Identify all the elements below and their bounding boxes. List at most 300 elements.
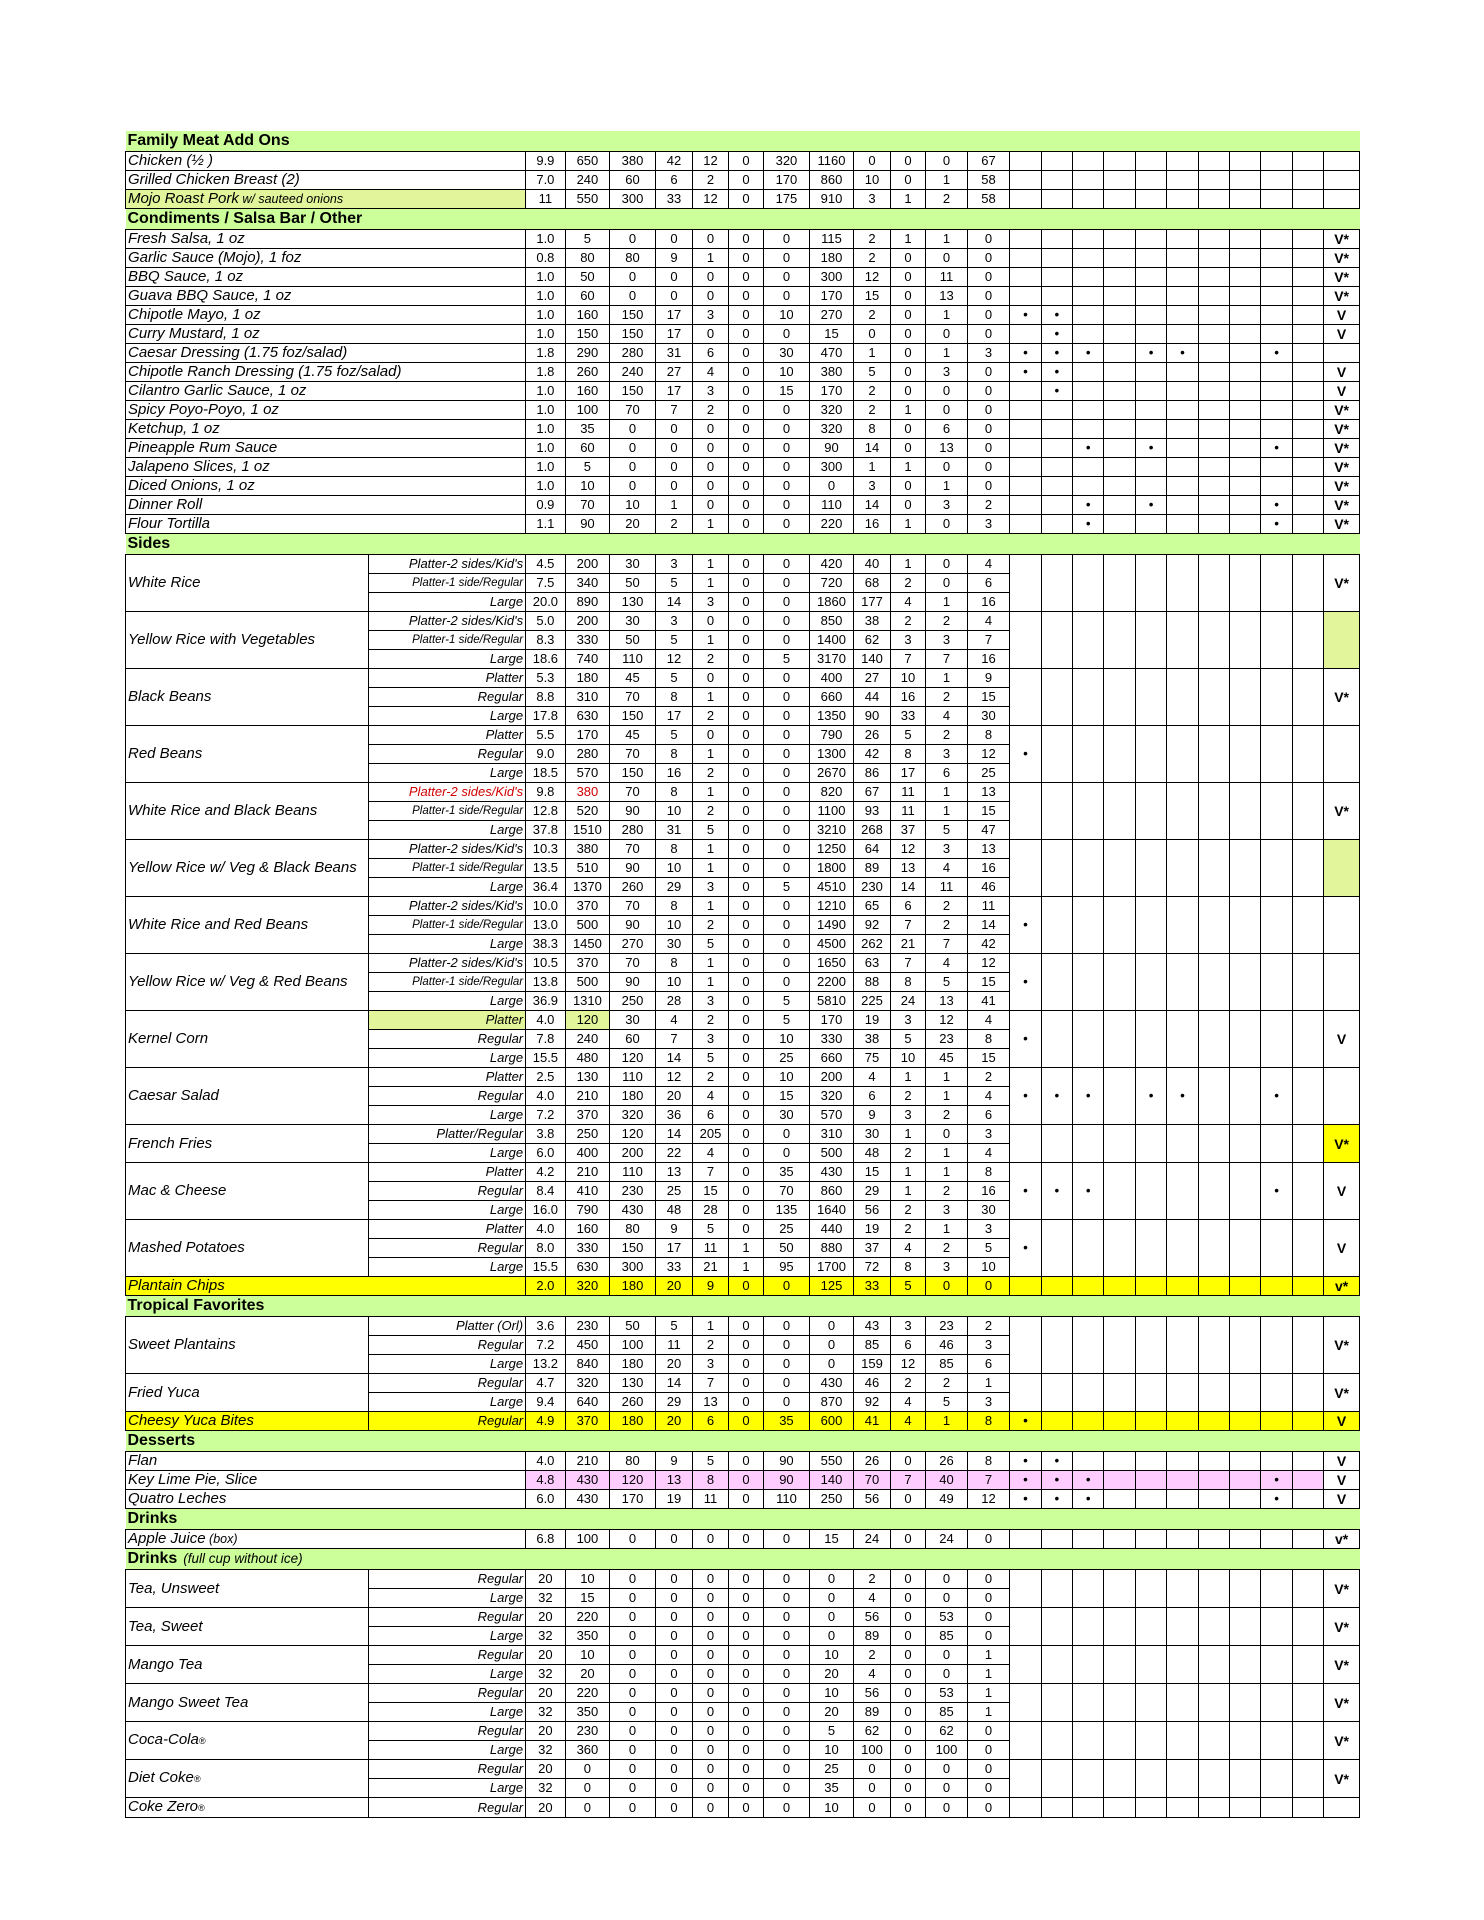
allergen-cell (1041, 268, 1072, 287)
item-name-text: Tea, Unsweet (128, 1579, 220, 1597)
allergen-cell (1135, 1760, 1166, 1798)
allergen-cell (1261, 1798, 1292, 1818)
allergen-cell (1041, 897, 1072, 954)
nutrient-value: 0 (728, 992, 763, 1011)
serving-size: Regular (369, 1798, 526, 1818)
nutrient-value: 4 (655, 1011, 692, 1030)
nutrient-value: 100 (610, 1336, 656, 1355)
nutrient-value: 56 (854, 1201, 890, 1220)
allergen-cell (1230, 344, 1261, 363)
nutrient-value: 0 (728, 1665, 763, 1684)
nutrient-value: 0 (610, 420, 656, 439)
allergen-cell (1041, 171, 1072, 190)
allergen-cell (1041, 477, 1072, 496)
nutrient-value: 5.0 (526, 612, 566, 631)
nutrient-value: 92 (854, 916, 890, 935)
item-name (126, 249, 526, 268)
nutrient-value: 0 (890, 171, 925, 190)
nutrient-value: 6 (926, 420, 968, 439)
nutrient-value: 0 (728, 1646, 763, 1665)
nutrient-value: 150 (565, 325, 610, 344)
nutrient-value: 0 (764, 1317, 810, 1336)
allergen-cell (1230, 171, 1261, 190)
allergen-cell (1230, 363, 1261, 382)
nutrient-value: 630 (565, 1258, 610, 1277)
allergen-cell (1261, 420, 1292, 439)
allergen-cell (1230, 954, 1261, 1011)
table-row (126, 1011, 1360, 1030)
nutrient-value: 2 (926, 1374, 968, 1393)
nutrient-value: 0 (967, 230, 1010, 249)
nutrient-value: 7 (967, 631, 1010, 650)
allergen-cell (1167, 325, 1198, 344)
allergen-cell (1104, 1011, 1135, 1068)
nutrient-value: 8 (693, 1471, 728, 1490)
nutrient-value: 13.5 (526, 859, 566, 878)
nutrient-value: 12 (693, 152, 728, 171)
allergen-cell (1261, 954, 1292, 1011)
allergen-cell (1198, 555, 1229, 612)
serving-size: Platter-2 sides/Kid's (369, 840, 526, 859)
nutrient-value: 10.5 (526, 954, 566, 973)
nutrient-value: 0 (728, 1798, 763, 1818)
nutrient-value: 12 (890, 840, 925, 859)
nutrient-value: 10 (967, 1258, 1010, 1277)
nutrient-value: 33 (655, 1258, 692, 1277)
nutrient-value: 0 (764, 745, 810, 764)
nutrient-value: 1.0 (526, 477, 566, 496)
table-row (126, 230, 1360, 249)
nutrient-value: 0 (809, 1570, 854, 1589)
allergen-cell (1292, 954, 1323, 1011)
table-row (126, 555, 1360, 574)
nutrient-value: 2 (967, 1068, 1010, 1087)
nutrient-value: 15.5 (526, 1049, 566, 1068)
veg-flag (1324, 1068, 1360, 1125)
nutrient-value: 3 (693, 992, 728, 1011)
veg-flag (1324, 190, 1360, 209)
nutrient-value: 0 (610, 1530, 656, 1549)
item-name-text: BBQ Sauce, 1 oz (128, 268, 244, 285)
allergen-cell (1135, 1011, 1166, 1068)
nutrient-value: 60 (610, 1030, 656, 1049)
nutrient-value: 0 (693, 1760, 728, 1779)
allergen-cell (1230, 1608, 1261, 1646)
item-name (126, 897, 369, 954)
allergen-cell (1261, 1220, 1292, 1277)
section-title-text: Sides (127, 535, 171, 552)
nutrient-value: 200 (610, 1144, 656, 1163)
nutrient-value: 0 (890, 1608, 925, 1627)
allergen-cell (1198, 382, 1229, 401)
allergen-cell (1292, 439, 1323, 458)
item-name (126, 954, 369, 1011)
serving-size: Large (369, 878, 526, 897)
nutrient-value: 370 (565, 954, 610, 973)
nutrient-value: 35 (764, 1163, 810, 1182)
nutrient-value: 16.0 (526, 1201, 566, 1220)
nutrient-value: 600 (809, 1412, 854, 1431)
nutrient-value: 5 (655, 631, 692, 650)
nutrient-value: 0 (764, 726, 810, 745)
nutrient-value: 6 (655, 171, 692, 190)
nutrient-value: 300 (610, 1258, 656, 1277)
allergen-cell (1104, 1277, 1135, 1296)
allergen-cell (1167, 152, 1198, 171)
table-row (126, 439, 1360, 458)
allergen-cell (1073, 1646, 1104, 1684)
nutrient-value: 230 (565, 1317, 610, 1336)
allergen-cell (1292, 1646, 1323, 1684)
nutrient-value: 58 (967, 190, 1010, 209)
allergen-cell (1073, 1722, 1104, 1760)
nutrient-value: 3 (890, 1106, 925, 1125)
nutrient-value: 10 (655, 916, 692, 935)
nutrient-value: 4.9 (526, 1412, 566, 1431)
allergen-cell (1041, 954, 1072, 1011)
nutrient-value: 0 (764, 287, 810, 306)
allergen-cell: • (1010, 306, 1041, 325)
allergen-cell (1010, 669, 1041, 726)
nutrient-value: 93 (854, 802, 890, 821)
nutrient-value: 2 (890, 612, 925, 631)
nutrient-value: 200 (809, 1068, 854, 1087)
item-name-text: Quatro Leches (128, 1490, 227, 1507)
item-name (126, 1068, 369, 1125)
allergen-cell (1261, 190, 1292, 209)
nutrient-value: 2.0 (526, 1277, 566, 1296)
nutrient-value: 1.1 (526, 515, 566, 534)
allergen-cell (1292, 401, 1323, 420)
nutrient-value: 8 (967, 1163, 1010, 1182)
nutrient-value: 0 (693, 1627, 728, 1646)
nutrient-value: 1 (926, 1087, 968, 1106)
nutrient-value: 29 (655, 1393, 692, 1412)
allergen-cell (1292, 190, 1323, 209)
nutrient-value: 12 (655, 1068, 692, 1087)
nutrient-value: 1 (728, 1258, 763, 1277)
allergen-cell: • (1010, 726, 1041, 783)
nutrient-value: 0 (655, 1779, 692, 1798)
allergen-cell (1010, 1722, 1041, 1760)
item-note: (box) (205, 1532, 238, 1546)
item-name (126, 1798, 369, 1818)
serving-size: Large (369, 1393, 526, 1412)
item-name (126, 268, 526, 287)
nutrient-value: 41 (854, 1412, 890, 1431)
nutrient-value: 12 (854, 268, 890, 287)
nutrient-value: 0 (728, 954, 763, 973)
item-name-text: Guava BBQ Sauce, 1 oz (128, 287, 292, 304)
nutrient-value: 0 (854, 1798, 890, 1818)
item-name-text: Pineapple Rum Sauce (128, 439, 278, 456)
nutrient-value: 80 (565, 249, 610, 268)
nutrient-value: 1 (693, 249, 728, 268)
nutrient-value: 20 (610, 515, 656, 534)
allergen-cell (1104, 1163, 1135, 1220)
nutrient-value: 37.8 (526, 821, 566, 840)
serving-size: Large (369, 1703, 526, 1722)
allergen-cell (1230, 1684, 1261, 1722)
allergen-cell (1198, 1684, 1229, 1722)
nutrient-value: 0 (967, 249, 1010, 268)
nutrient-value: 49 (926, 1490, 968, 1509)
allergen-cell (1010, 1798, 1041, 1818)
allergen-cell (1292, 325, 1323, 344)
nutrient-value: 1 (693, 688, 728, 707)
nutrient-value: 80 (610, 249, 656, 268)
nutrient-value: 320 (565, 1277, 610, 1296)
nutrient-value: 0 (967, 458, 1010, 477)
nutrient-value: 10 (764, 1068, 810, 1087)
allergen-cell (1135, 401, 1166, 420)
nutrient-value: 0 (764, 916, 810, 935)
nutrient-value: 2 (854, 382, 890, 401)
nutrient-value: 0 (610, 477, 656, 496)
allergen-cell: • (1073, 1490, 1104, 1509)
serving-size: Platter-2 sides/Kid's (369, 612, 526, 631)
nutrient-value: 23 (926, 1030, 968, 1049)
allergen-cell (1292, 496, 1323, 515)
nutrient-value: 430 (809, 1163, 854, 1182)
nutrient-value: 0 (764, 593, 810, 612)
nutrient-value: 0 (764, 612, 810, 631)
table-row (126, 458, 1360, 477)
nutrient-value: 95 (764, 1258, 810, 1277)
nutrient-value: 4500 (809, 935, 854, 954)
nutrient-value: 0 (764, 821, 810, 840)
serving-size: Large (369, 593, 526, 612)
nutrient-value: 5 (764, 1011, 810, 1030)
serving-size: Platter-2 sides/Kid's (369, 555, 526, 574)
veg-flag (1324, 152, 1360, 171)
nutrient-value: 320 (809, 1087, 854, 1106)
nutrient-value: 1 (890, 458, 925, 477)
nutrient-value: 130 (565, 1068, 610, 1087)
nutrient-value: 0 (926, 1570, 968, 1589)
nutrient-value: 310 (565, 688, 610, 707)
nutrient-value: 1490 (809, 916, 854, 935)
allergen-cell (1010, 1684, 1041, 1722)
nutrient-value: 262 (854, 935, 890, 954)
nutrient-value: 1 (890, 555, 925, 574)
nutrient-value: 7.2 (526, 1336, 566, 1355)
item-name-text: Cilantro Garlic Sauce, 1 oz (128, 382, 307, 399)
allergen-cell (1292, 287, 1323, 306)
nutrient-value: 0 (693, 1608, 728, 1627)
nutrient-value: 1 (890, 401, 925, 420)
allergen-cell (1135, 1530, 1166, 1549)
nutrient-value: 38 (854, 1030, 890, 1049)
nutrient-value: 3 (967, 1336, 1010, 1355)
allergen-cell (1135, 249, 1166, 268)
nutrient-value: 5 (565, 230, 610, 249)
serving-size: Platter-2 sides/Kid's (369, 783, 526, 802)
nutrient-value: 2 (926, 612, 968, 631)
nutrient-value: 440 (809, 1220, 854, 1239)
allergen-cell (1261, 840, 1292, 897)
nutrient-value: 1.0 (526, 382, 566, 401)
allergen-cell (1041, 612, 1072, 669)
nutrient-value: 0 (764, 1393, 810, 1412)
allergen-cell (1104, 1374, 1135, 1412)
nutrient-value: 720 (809, 574, 854, 593)
allergen-cell (1104, 612, 1135, 669)
allergen-cell (1198, 287, 1229, 306)
nutrient-value: 5 (764, 650, 810, 669)
nutrient-value: 1 (693, 973, 728, 992)
nutrient-value: 0 (610, 1627, 656, 1646)
item-name-text: Red Beans (128, 745, 203, 762)
allergen-cell: • (1041, 1471, 1072, 1490)
nutrient-value: 14 (655, 1049, 692, 1068)
nutrient-value: 50 (610, 574, 656, 593)
nutrient-value: 10.0 (526, 897, 566, 916)
nutrient-value: 0 (809, 1627, 854, 1646)
nutrient-value: 8 (967, 1452, 1010, 1471)
allergen-cell (1292, 840, 1323, 897)
allergen-cell: • (1167, 1068, 1198, 1125)
nutrient-value: 0 (764, 1741, 810, 1760)
item-name (126, 1530, 526, 1549)
allergen-cell (1073, 306, 1104, 325)
allergen-cell (1198, 669, 1229, 726)
serving-size: Regular (369, 1030, 526, 1049)
allergen-cell (1292, 152, 1323, 171)
nutrient-value: 62 (854, 631, 890, 650)
nutrient-value: 10 (854, 171, 890, 190)
allergen-cell (1261, 612, 1292, 669)
nutrient-value: 2 (693, 916, 728, 935)
nutrient-value: 5 (655, 726, 692, 745)
allergen-cell (1167, 458, 1198, 477)
nutrient-value: 7 (890, 650, 925, 669)
nutrient-value: 16 (967, 650, 1010, 669)
allergen-cell (1198, 439, 1229, 458)
nutrient-value: 0 (926, 1798, 968, 1818)
nutrient-value: 0 (728, 1393, 763, 1412)
allergen-cell (1198, 1646, 1229, 1684)
allergen-cell (1135, 1684, 1166, 1722)
allergen-cell (1292, 382, 1323, 401)
allergen-cell (1230, 515, 1261, 534)
nutrient-value: 430 (610, 1201, 656, 1220)
allergen-cell (1010, 401, 1041, 420)
nutrient-value: 3 (890, 1011, 925, 1030)
nutrient-value: 2 (854, 306, 890, 325)
allergen-cell (1198, 344, 1229, 363)
allergen-cell (1198, 1608, 1229, 1646)
nutrient-value: 280 (565, 745, 610, 764)
allergen-cell (1198, 1374, 1229, 1412)
nutrient-value: 1 (926, 1068, 968, 1087)
nutrient-value: 56 (854, 1608, 890, 1627)
nutrient-value: 1 (967, 1703, 1010, 1722)
nutrient-value: 0 (890, 477, 925, 496)
nutrient-value: 0 (728, 1412, 763, 1431)
serving-size: Large (369, 1201, 526, 1220)
nutrient-value: 1 (890, 230, 925, 249)
nutrient-value: 175 (764, 190, 810, 209)
allergen-cell (1198, 1220, 1229, 1277)
item-name (126, 840, 369, 897)
nutrient-value: 11 (526, 190, 566, 209)
nutrient-value: 0 (693, 1703, 728, 1722)
table-row (126, 1490, 1360, 1509)
allergen-cell (1198, 496, 1229, 515)
nutrient-value: 0 (610, 1608, 656, 1627)
nutrient-value: 0 (655, 1665, 692, 1684)
nutrient-value: 4 (967, 1087, 1010, 1106)
nutrient-value: 6 (693, 344, 728, 363)
nutrient-value: 0 (610, 287, 656, 306)
nutrient-value: 63 (854, 954, 890, 973)
nutrient-value: 230 (565, 1722, 610, 1741)
allergen-cell (1292, 363, 1323, 382)
nutrient-value: 4 (854, 1068, 890, 1087)
nutrient-value: 4 (967, 1144, 1010, 1163)
nutrient-value: 0.9 (526, 496, 566, 515)
allergen-cell (1261, 382, 1292, 401)
allergen-cell (1292, 1471, 1323, 1490)
nutrient-value: 0 (728, 287, 763, 306)
allergen-cell (1230, 325, 1261, 344)
nutrient-value: 13 (890, 859, 925, 878)
veg-flag: V* (1324, 477, 1360, 496)
allergen-cell (1198, 420, 1229, 439)
allergen-cell (1230, 1570, 1261, 1608)
item-name-text: Flan (128, 1452, 158, 1469)
table-row (126, 268, 1360, 287)
nutrient-value: 3170 (809, 650, 854, 669)
nutrient-value: 0 (967, 420, 1010, 439)
item-name-text: Ketchup, 1 oz (128, 420, 220, 437)
nutrient-value: 260 (565, 363, 610, 382)
nutrient-value: 8 (890, 973, 925, 992)
table-row (126, 840, 1360, 859)
nutrient-value: 11 (693, 1490, 728, 1509)
nutrient-value: 0 (728, 1490, 763, 1509)
nutrient-value: 37 (890, 821, 925, 840)
nutrient-value: 1800 (809, 859, 854, 878)
nutrient-value: 370 (565, 1412, 610, 1431)
allergen-cell (1104, 1317, 1135, 1374)
nutrient-value: 0 (693, 1684, 728, 1703)
allergen-cell (1261, 1125, 1292, 1163)
nutrient-value: 170 (809, 382, 854, 401)
item-name (126, 612, 369, 669)
veg-flag (1324, 171, 1360, 190)
nutrient-value: 1 (854, 458, 890, 477)
allergen-cell (1073, 840, 1104, 897)
nutrient-value: 0 (693, 1570, 728, 1589)
section-header-row (126, 534, 1360, 555)
nutrient-value: 1 (926, 344, 968, 363)
nutrient-value: 0 (728, 859, 763, 878)
nutrient-value: 5 (809, 1722, 854, 1741)
nutrient-value: 3 (967, 344, 1010, 363)
nutrient-value: 0 (926, 1125, 968, 1144)
nutrient-value: 0 (655, 1703, 692, 1722)
nutrient-value: 12.8 (526, 802, 566, 821)
nutrient-value: 4 (693, 363, 728, 382)
nutrient-value: 4 (926, 954, 968, 973)
nutrient-value: 220 (809, 515, 854, 534)
nutrient-value: 480 (565, 1049, 610, 1068)
allergen-cell (1198, 726, 1229, 783)
allergen-cell (1167, 477, 1198, 496)
item-name-text: Dinner Roll (128, 496, 203, 513)
